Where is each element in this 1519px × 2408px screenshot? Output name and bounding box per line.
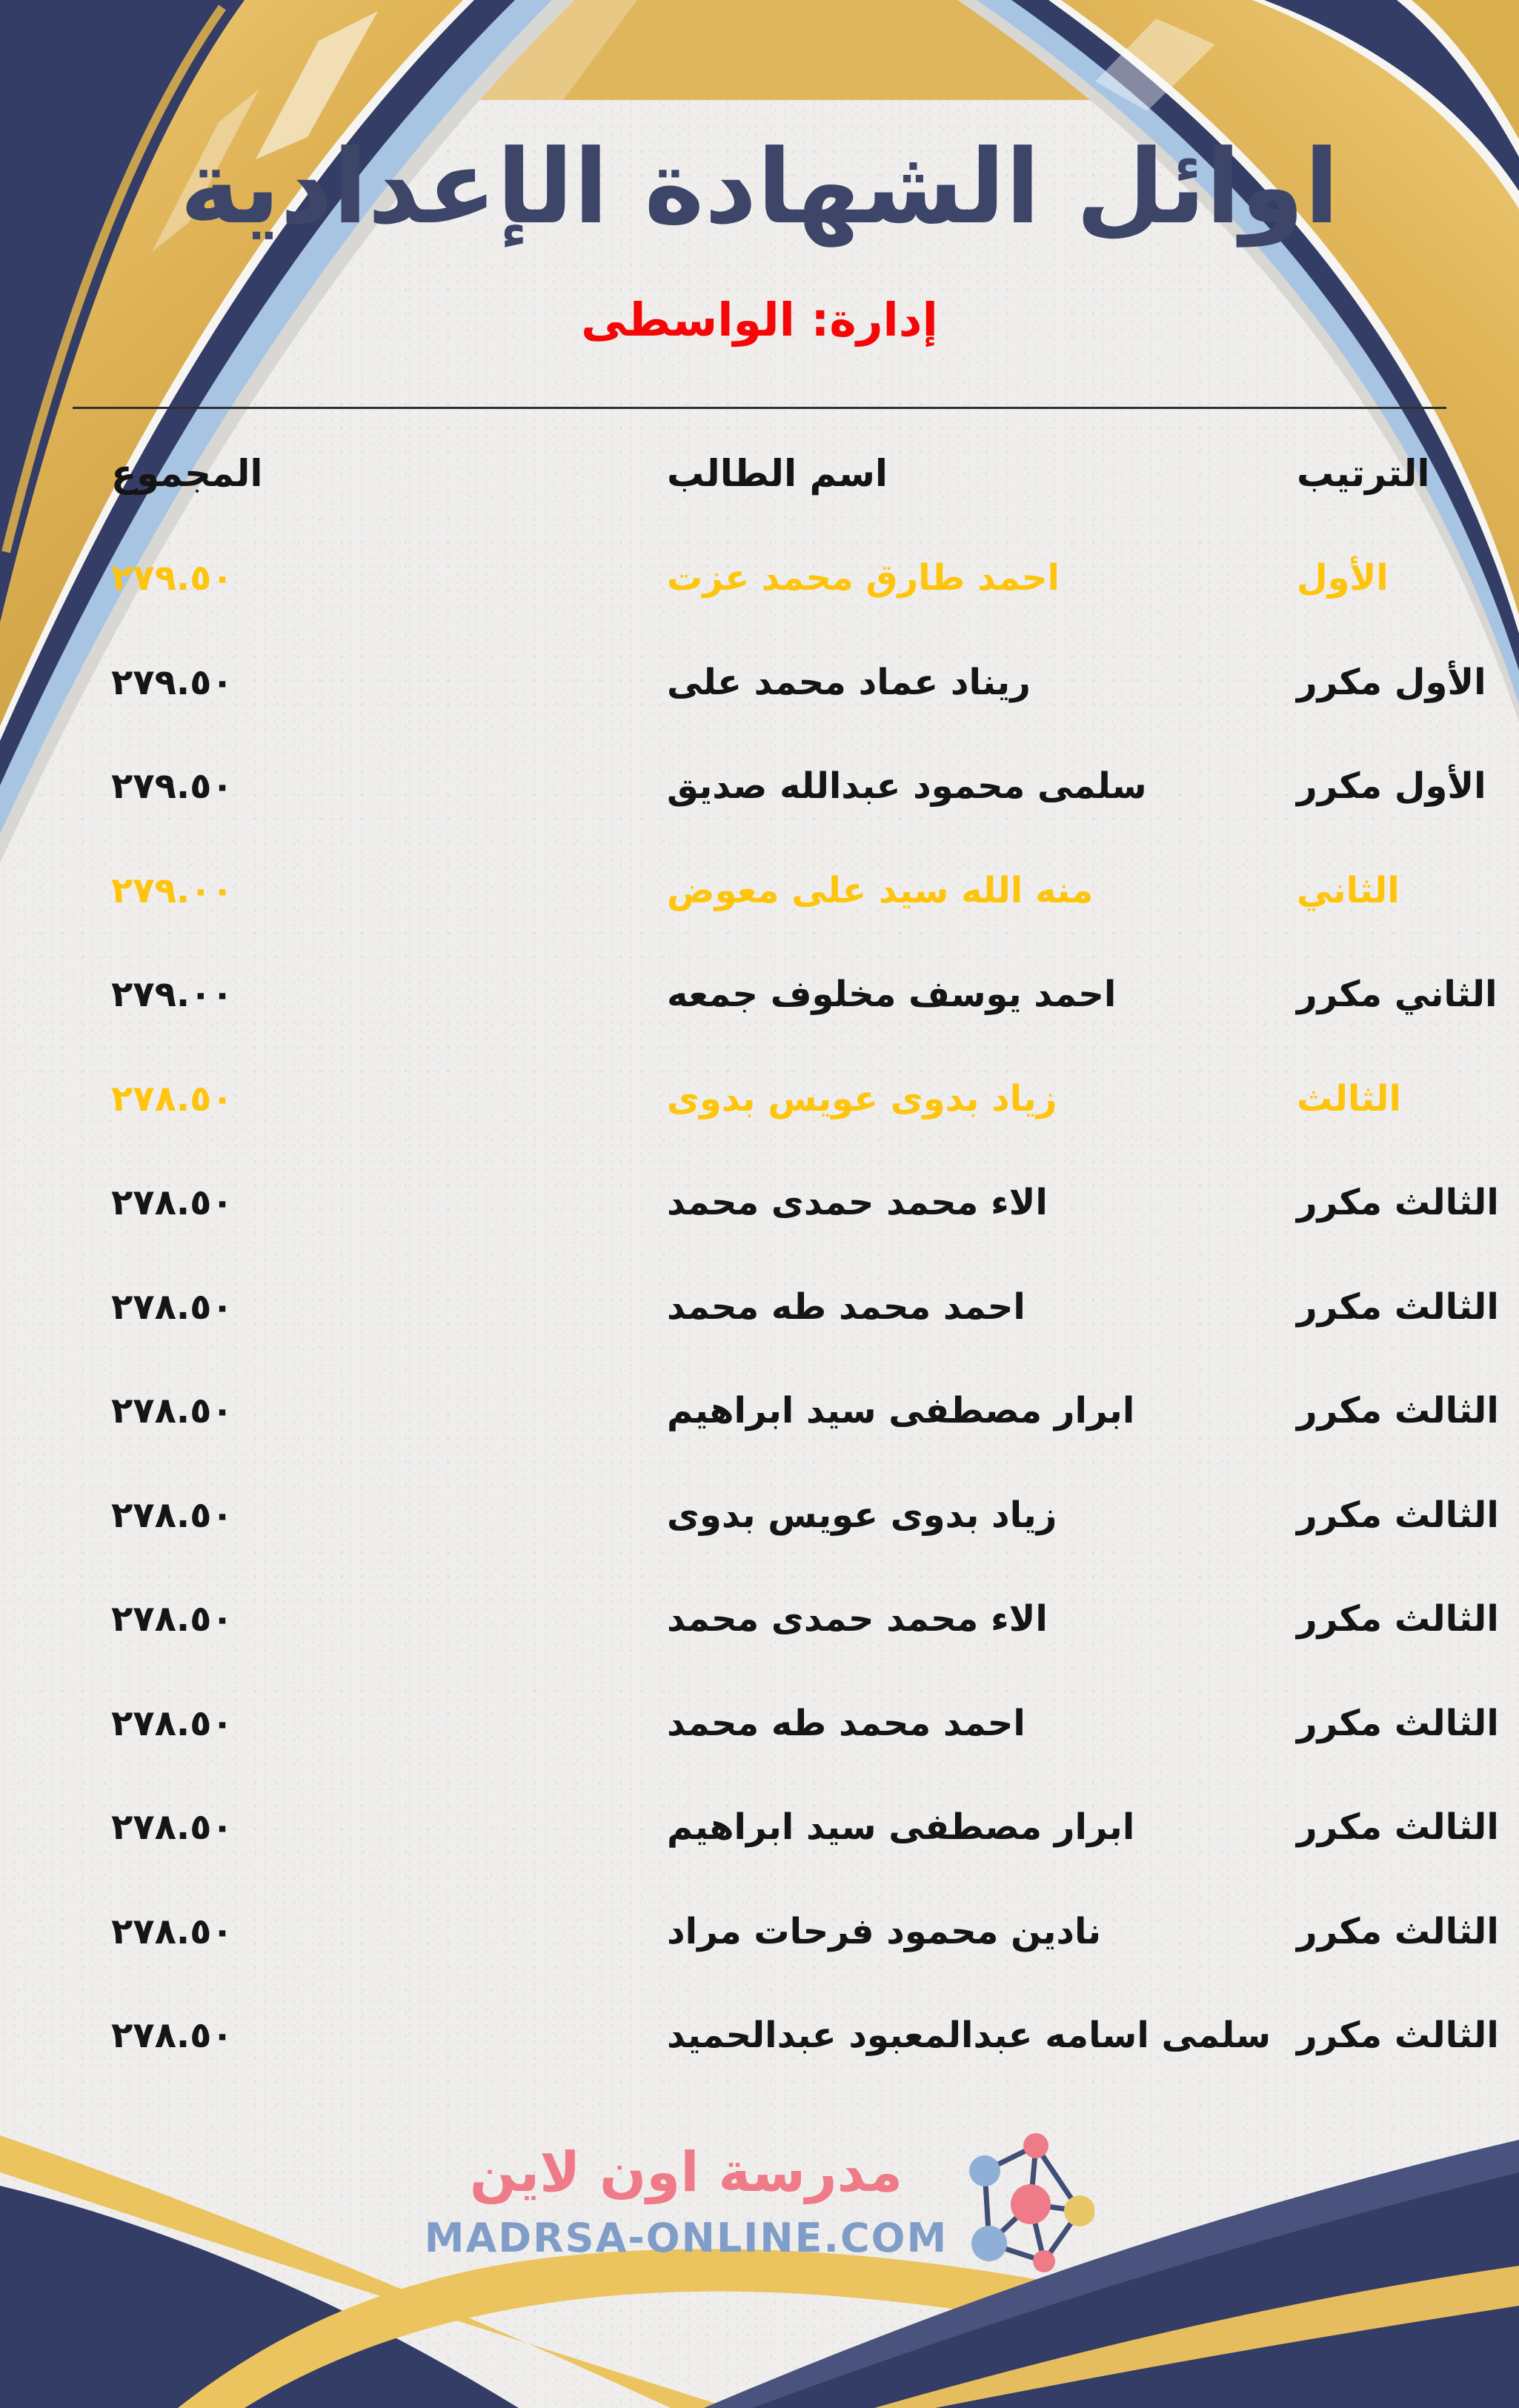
brand-arabic-name: مدرسة اون لاين bbox=[469, 2141, 903, 2204]
table-row bbox=[0, 1173, 1519, 1232]
rank-cell: الثالث مكرر bbox=[1297, 2015, 1499, 2056]
name-cell: احمد محمد طه محمد bbox=[667, 1702, 1026, 1744]
score-cell: ٢٧٨.٥٠ bbox=[111, 1806, 233, 1848]
rank-cell: الثاني مكرر bbox=[1297, 974, 1498, 1015]
score-cell: ٢٧٨.٥٠ bbox=[111, 1286, 233, 1328]
rank-cell: الأول مكرر bbox=[1297, 661, 1486, 703]
rank-cell: الثالث bbox=[1297, 1077, 1401, 1120]
name-cell: الاء محمد حمدى محمد bbox=[667, 1182, 1048, 1223]
table-row bbox=[0, 1069, 1519, 1128]
table-row bbox=[0, 756, 1519, 816]
table-row bbox=[0, 2006, 1519, 2065]
rank-cell: الثاني bbox=[1297, 869, 1400, 911]
rank-cell: الثالث مكرر bbox=[1297, 1598, 1499, 1640]
rank-cell: الثالث مكرر bbox=[1297, 1806, 1499, 1848]
rank-cell: الثالث مكرر bbox=[1297, 1494, 1499, 1536]
score-cell: ٢٧٩.٥٠ bbox=[111, 557, 233, 599]
name-cell: احمد يوسف مخلوف جمعه bbox=[667, 974, 1117, 1015]
rank-cell: الثالث مكرر bbox=[1297, 1182, 1499, 1223]
table-row bbox=[0, 1486, 1519, 1545]
rank-cell: الثالث مكرر bbox=[1297, 1702, 1499, 1744]
name-cell: سلمى محمود عبدالله صديق bbox=[667, 765, 1147, 807]
name-cell: احمد طارق محمد عزت bbox=[667, 557, 1060, 599]
rank-cell: الثالث مكرر bbox=[1297, 1286, 1499, 1328]
footer-brand bbox=[0, 2128, 1519, 2275]
score-cell: ٢٧٨.٥٠ bbox=[111, 1077, 233, 1120]
rank-cell: الثالث مكرر bbox=[1297, 1390, 1499, 1431]
table-row bbox=[0, 1797, 1519, 1857]
name-cell: ريناد عماد محمد على bbox=[667, 661, 1031, 703]
name-cell: زياد بدوى عويس بدوى bbox=[667, 1494, 1057, 1536]
column-header-name: اسم الطالب bbox=[667, 452, 888, 495]
name-cell: نادين محمود فرحات مراد bbox=[667, 1910, 1102, 1952]
score-cell: ٢٧٨.٥٠ bbox=[111, 1390, 233, 1431]
name-cell: احمد محمد طه محمد bbox=[667, 1286, 1026, 1328]
score-cell: ٢٧٨.٥٠ bbox=[111, 1702, 233, 1744]
divider-line bbox=[73, 407, 1446, 409]
column-header-rank: الترتيب bbox=[1297, 452, 1430, 495]
column-header-score: المجموع bbox=[111, 452, 263, 495]
score-cell: ٢٧٨.٥٠ bbox=[111, 1910, 233, 1952]
table-row bbox=[0, 965, 1519, 1024]
table-row bbox=[0, 1589, 1519, 1649]
table-row bbox=[0, 653, 1519, 712]
name-cell: ابرار مصطفى سيد ابراهيم bbox=[667, 1806, 1135, 1848]
name-cell: منه الله سيد على معوض bbox=[667, 869, 1094, 911]
table-row bbox=[0, 1381, 1519, 1440]
rank-cell: الثالث مكرر bbox=[1297, 1910, 1499, 1952]
brand-domain: MADRSA-ONLINE.COM bbox=[424, 2215, 948, 2261]
score-cell: ٢٧٩.٠٠ bbox=[111, 974, 233, 1015]
score-cell: ٢٧٨.٥٠ bbox=[111, 1494, 233, 1536]
page-title: اوائل الشهادة الإعدادية bbox=[179, 127, 1340, 247]
score-cell: ٢٧٩.٥٠ bbox=[111, 661, 233, 703]
score-cell: ٢٧٨.٥٠ bbox=[111, 1182, 233, 1223]
page-subtitle: إدارة: الواسطى bbox=[581, 293, 938, 347]
table-row bbox=[0, 548, 1519, 608]
score-cell: ٢٧٨.٥٠ bbox=[111, 2015, 233, 2056]
table-row bbox=[0, 1694, 1519, 1753]
name-cell: سلمى اسامه عبدالمعبود عبدالحميد bbox=[667, 2015, 1272, 2056]
table-row bbox=[0, 1277, 1519, 1337]
table-row bbox=[0, 1902, 1519, 1961]
score-cell: ٢٧٩.٥٠ bbox=[111, 765, 233, 807]
rank-cell: الأول bbox=[1297, 557, 1389, 599]
name-cell: الاء محمد حمدى محمد bbox=[667, 1598, 1048, 1640]
score-cell: ٢٧٨.٥٠ bbox=[111, 1598, 233, 1640]
name-cell: زياد بدوى عويس بدوى bbox=[667, 1077, 1057, 1120]
network-icon bbox=[967, 2128, 1094, 2275]
name-cell: ابرار مصطفى سيد ابراهيم bbox=[667, 1390, 1135, 1431]
score-cell: ٢٧٩.٠٠ bbox=[111, 869, 233, 911]
table-row bbox=[0, 861, 1519, 920]
rank-cell: الأول مكرر bbox=[1297, 765, 1486, 807]
